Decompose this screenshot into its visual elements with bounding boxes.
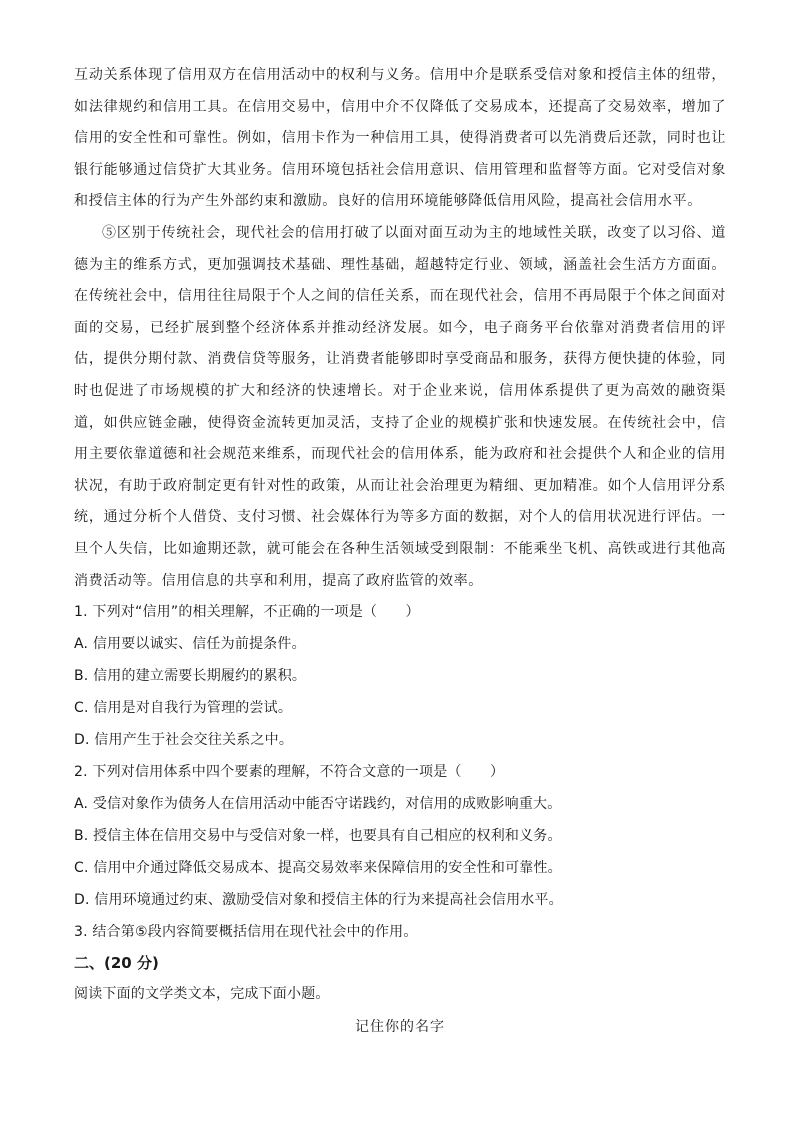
question-1-option-a: A. 信用要以诚实、信任为前提条件。 [74,636,306,652]
question-2-option-d: D. 信用环境通过约束、激励受信对象和授信主体的行为来提高社会信用水平。 [74,892,563,908]
question-1-stem: 1. 下列对“信用”的相关理解，不正确的一项是（ ） [74,604,420,620]
question-2-stem: 2. 下列对信用体系中四个要素的理解，不符合文意的一项是（ ） [74,764,505,780]
question-2-option-b: B. 授信主体在信用交易中与受信对象一样，也要具有自己相应的权利和义务。 [74,828,562,844]
question-1-option-b: B. 信用的建立需要长期履约的累积。 [74,668,307,684]
literary-text-title: 记住你的名字 [355,1019,445,1035]
paragraph-indent [74,225,102,241]
passage-paragraph-4-end: 互动关系体现了信用双方在信用活动中的权利与义务。信用中介是联系受信对象和授信主体的纽带，如法律规约和信用工具。在信用交易中，信用中介不仅降低了交易成本，还提高了交易效率，增加了信用的安全性和可靠性。例如，信用卡作为一种信用工具，使得消费者可以先消费后还款，同时也让银行能够通过信贷扩大其业务。信用环境包括社会信用意识、信用管理和监督等方面。它对受信对象和授信主体的行为产生外部约束和激励。良好的信用环境能够降低信用风险，提高社会信用水平。 [74,67,726,210]
section-2-instruction: 阅读下面的文学类文本，完成下面小题。 [74,986,330,1002]
section-2-heading: 二、(20 分) [74,954,159,972]
passage-paragraph-5 [74,218,726,597]
question-3-stem: 3. 结合第⑤段内容简要概括信用在现代社会中的作用。 [74,924,418,940]
question-2-option-c: C. 信用中介通过降低交易成本、提高交易效率来保障信用的安全性和可靠性。 [74,860,562,876]
question-1-option-d: D. 信用产生于社会交往关系之中。 [74,732,294,748]
paragraph-5-text: ⑤区别于传统社会，现代社会的信用打破了以面对面互动为主的地域性关联，改变了以习俗、道德为主的维系方式，更加强调技术基础、理性基础，超越特定行业、领域，涵盖社会生活方方面面。在传统社会中，信用往往局限于个人之间的信任关系，而在现代社会，信用不再局限于个体之间面对面的交易，已经扩展到整个经济体系并推动经济发展。如今，电子商务平台依靠对消费者信用的评估，提供分期付款、消费信贷等服务，让消费者能够即时享受商品和服务，获得方便快捷的体验，同时也促进了市场规模的扩大和经济的快速增长。对于企业来说，信用体系提供了更为高效的融资渠道，如供应链金融，使得资金流转更加灵活，支持了企业的规模扩张和快速发展。在传统社会中，信用主要依靠道德和社会规范来维系，而现代社会的信用体系，能为政府和社会提供个人和企业的信用状况，有助于政府制定更有针对性的政策，从而让社会治理更为精细、更加精准。如个人信用评分系统，通过分析个人借贷、支付习惯、社会媒体行为等多方面的数据，对个人的信用状况进行评估。一旦个人失信，比如逾期还款，就可能会在各种生活领域受到限制：不能乘坐飞机、高铁或进行其他高消费活动等。信用信息的共享和利用，提高了政府监管的效率。 [74,225,726,589]
question-2-option-a: A. 受信对象作为债务人在信用活动中能否守诺践约，对信用的成败影响重大。 [74,796,562,812]
question-1-option-c: C. 信用是对自我行为管理的尝试。 [74,700,293,716]
